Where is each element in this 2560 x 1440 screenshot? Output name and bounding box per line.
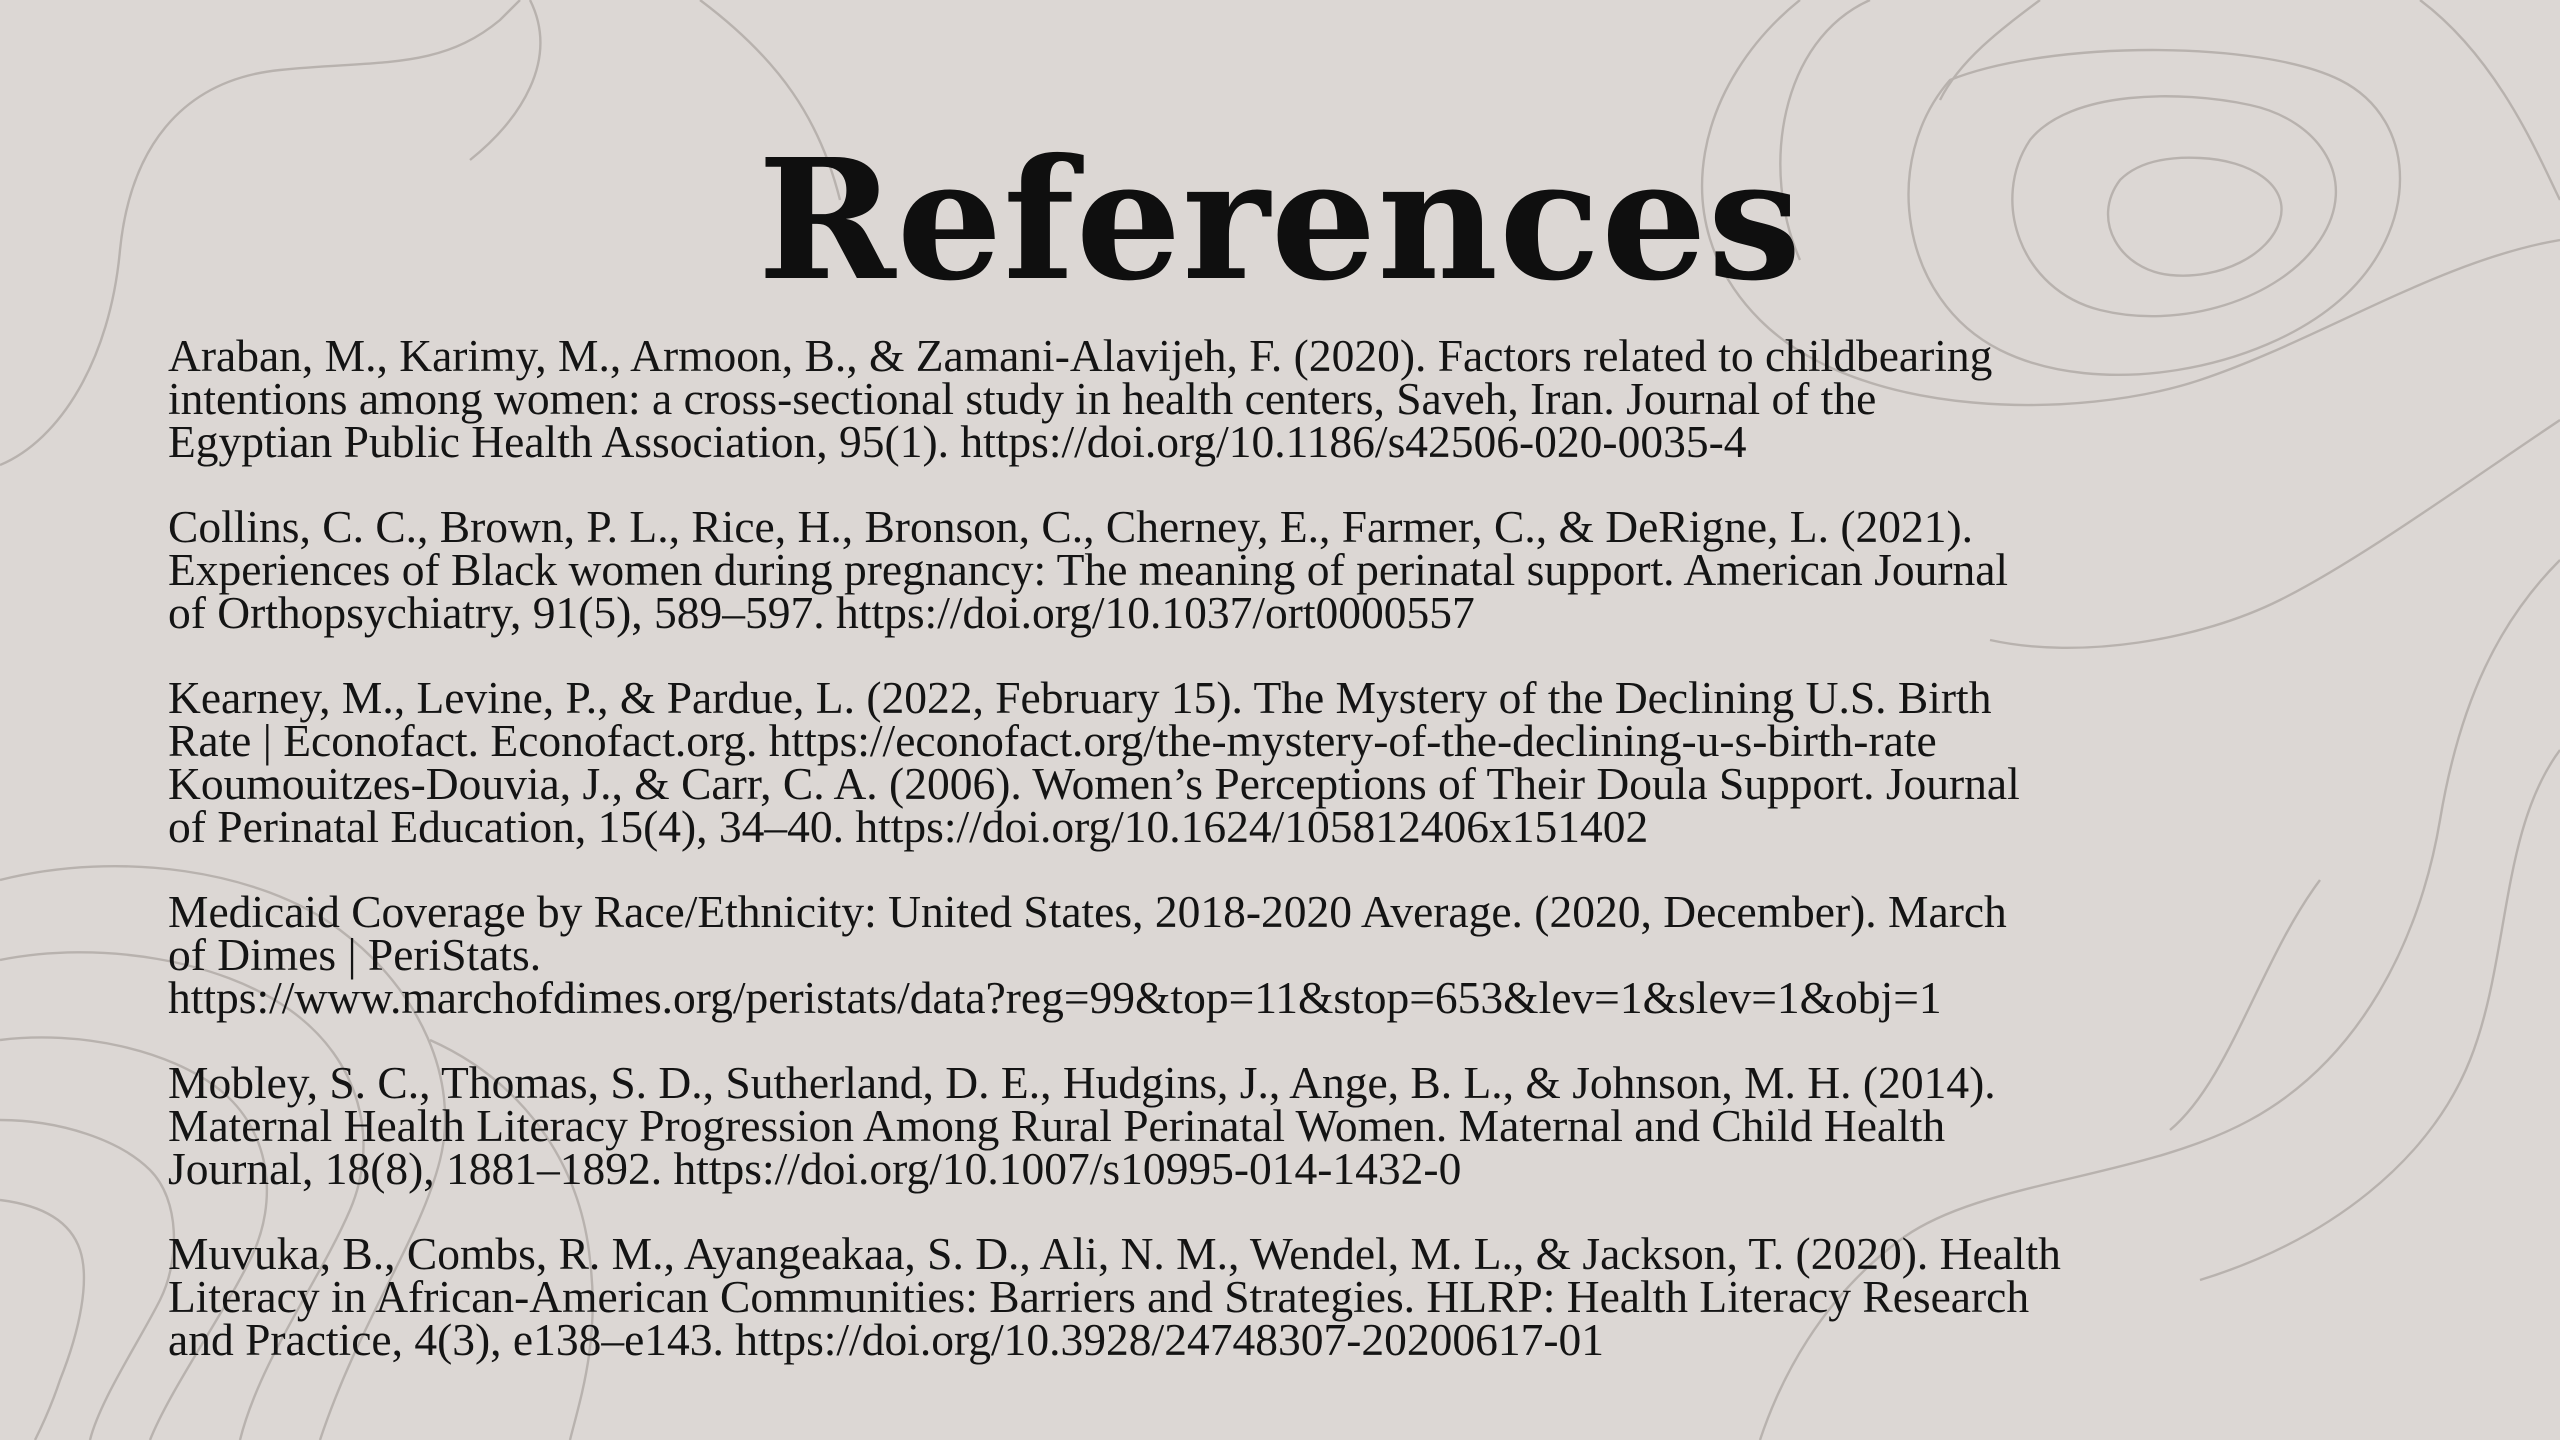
reference-list bbox=[168, 330, 2408, 1403]
reference-line: Muvuka, B., Combs, R. M., Ayangeakaa, S. D., Ali, N. M., Wendel, M. L., & Jackson, T. (2020). Health bbox=[168, 1228, 2061, 1279]
reference-line: of Dimes | PeriStats. bbox=[168, 929, 542, 980]
reference-line: Literacy in African-American Communities: Barriers and Strategies. HLRP: Health Literacy Research bbox=[168, 1271, 2030, 1322]
reference-line: Collins, C. C., Brown, P. L., Rice, H., Bronson, C., Cherney, E., Farmer, C., & DeRigne, L. (2021). bbox=[168, 501, 1974, 552]
reference-line: Rate | Econofact. Econofact.org. https://econofact.org/the-mystery-of-the-declining-u-s-birth-rate bbox=[168, 715, 1937, 766]
reference-line: Experiences of Black women during pregnancy: The meaning of perinatal support. American Journal bbox=[168, 544, 2009, 595]
reference-line: Maternal Health Literacy Progression Among Rural Perinatal Women. Maternal and Child Health bbox=[168, 1100, 1946, 1151]
slide-title: References bbox=[757, 123, 1803, 318]
reference-entry bbox=[168, 1228, 2408, 1365]
reference-line: Journal, 18(8), 1881–1892. https://doi.org/10.1007/s10995-014-1432-0 bbox=[168, 1143, 1462, 1194]
reference-line: Kearney, M., Levine, P., & Pardue, L. (2022, February 15). The Mystery of the Declining U.S. Birth bbox=[168, 672, 1992, 723]
reference-line: and Practice, 4(3), e138–e143. https://doi.org/10.3928/24748307-20200617-01 bbox=[168, 1314, 1605, 1365]
reference-line: https://www.marchofdimes.org/peristats/data?reg=99&top=11&stop=653&lev=1&slev=1&obj=1 bbox=[168, 972, 1942, 1023]
reference-line: Koumouitzes-Douvia, J., & Carr, C. A. (2006). Women’s Perceptions of Their Doula Support. Journal bbox=[168, 758, 2020, 809]
reference-line: Medicaid Coverage by Race/Ethnicity: United States, 2018-2020 Average. (2020, December). March bbox=[168, 886, 2007, 937]
reference-entry bbox=[168, 330, 2408, 467]
reference-line: Egyptian Public Health Association, 95(1). https://doi.org/10.1186/s42506-020-0035-4 bbox=[168, 416, 1747, 467]
reference-line: Araban, M., Karimy, M., Armoon, B., & Zamani-Alavijeh, F. (2020). Factors related to childbearing bbox=[168, 330, 1993, 381]
reference-entry bbox=[168, 886, 2408, 1023]
reference-line: Mobley, S. C., Thomas, S. D., Sutherland, D. E., Hudgins, J., Ange, B. L., & Johnson, M. H. (2014). bbox=[168, 1057, 1996, 1108]
reference-line: of Orthopsychiatry, 91(5), 589–597. https://doi.org/10.1037/ort0000557 bbox=[168, 587, 1475, 638]
reference-line: intentions among women: a cross-sectional study in health centers, Saveh, Iran. Journal of the bbox=[168, 373, 1877, 424]
reference-entry bbox=[168, 672, 2408, 852]
reference-entry bbox=[168, 501, 2408, 638]
reference-entry bbox=[168, 1057, 2408, 1194]
reference-line: of Perinatal Education, 15(4), 34–40. https://doi.org/10.1624/105812406x151402 bbox=[168, 801, 1649, 852]
